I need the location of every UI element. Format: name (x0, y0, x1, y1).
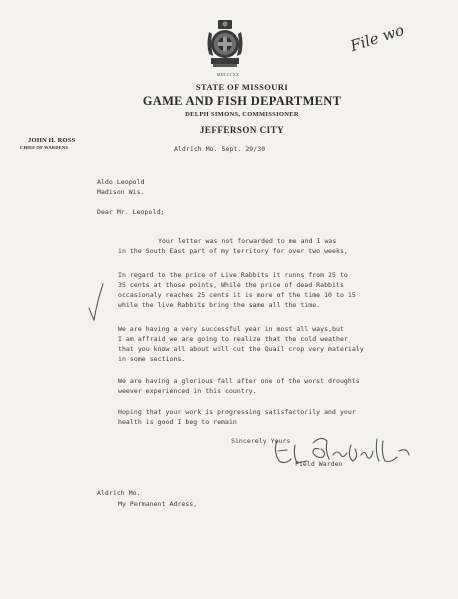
paragraph-2-line-1: In regard to the price of Live Rabbits it runns from 25 to (118, 271, 348, 279)
paragraph-2-line-4: while the live Rabbits bring the same all the time. (118, 301, 321, 309)
paragraph-1-line-1: Your letter was not forwarded to me and I was (158, 237, 337, 245)
paragraph-1-line-2: in the South East part of my territory for over two weeks, (118, 247, 348, 255)
paragraph-4-line-2: weever experienced in this country. (118, 387, 257, 395)
paragraph-5-line-1: Hoping that your work is progressing satisfactorily and your (118, 408, 356, 416)
recipient-name: Aldo Leopold (97, 178, 145, 186)
recipient-city: Madison Wis. (97, 188, 145, 196)
paragraph-2-line-3: occasionaly reaches 25 cents it is more of the time 10 to 15 (118, 291, 356, 299)
paragraph-3-line-2: I am affraid we are going to realize that the cold weather (118, 335, 348, 343)
paragraph-3-line-3: that you know all about will cut the Quail crop very materialy (118, 345, 364, 353)
department-heading: GAME AND FISH DEPARTMENT (142, 94, 342, 108)
commissioner-line: DELPH SIMONS, COMMISSIONER (185, 111, 299, 118)
city-heading: JEFFERSON CITY (199, 125, 285, 135)
dateline: Aldrich Mo. Sept. 29/30 (174, 145, 266, 153)
checkmark-icon (87, 282, 105, 322)
missouri-seal-icon (203, 14, 247, 74)
paragraph-3-line-4: in some sections. (118, 355, 186, 363)
seal-year: MDCCCXX (216, 72, 240, 77)
chief-name: JOHN H. ROSS (28, 137, 76, 144)
signer-title: Field Warden (295, 460, 343, 468)
handwritten-signature (273, 431, 413, 469)
state-heading: STATE OF MISSOURI (195, 82, 289, 92)
sender-address-line-2: My Permanent Adress, (118, 500, 198, 508)
closing: Sincerely Yours (231, 437, 291, 445)
chief-title: CHIEF OF WARDENS (20, 145, 69, 150)
salutation: Dear Mr. Leopold; (97, 208, 165, 216)
sender-address-line-1: Aldrich Mo. (97, 489, 141, 497)
paragraph-3-line-1: We are having a very successful year in most all ways,but (118, 325, 344, 333)
paragraph-2-line-2: 35 cents at those points, While the price of dead Rabbits (118, 281, 344, 289)
paragraph-5-line-2: health is good I beg to remain (118, 418, 237, 426)
paragraph-4-line-1: We are having a glorious fall after one of the worst droughts (118, 377, 360, 385)
handwritten-margin-note: File wo (348, 20, 407, 56)
